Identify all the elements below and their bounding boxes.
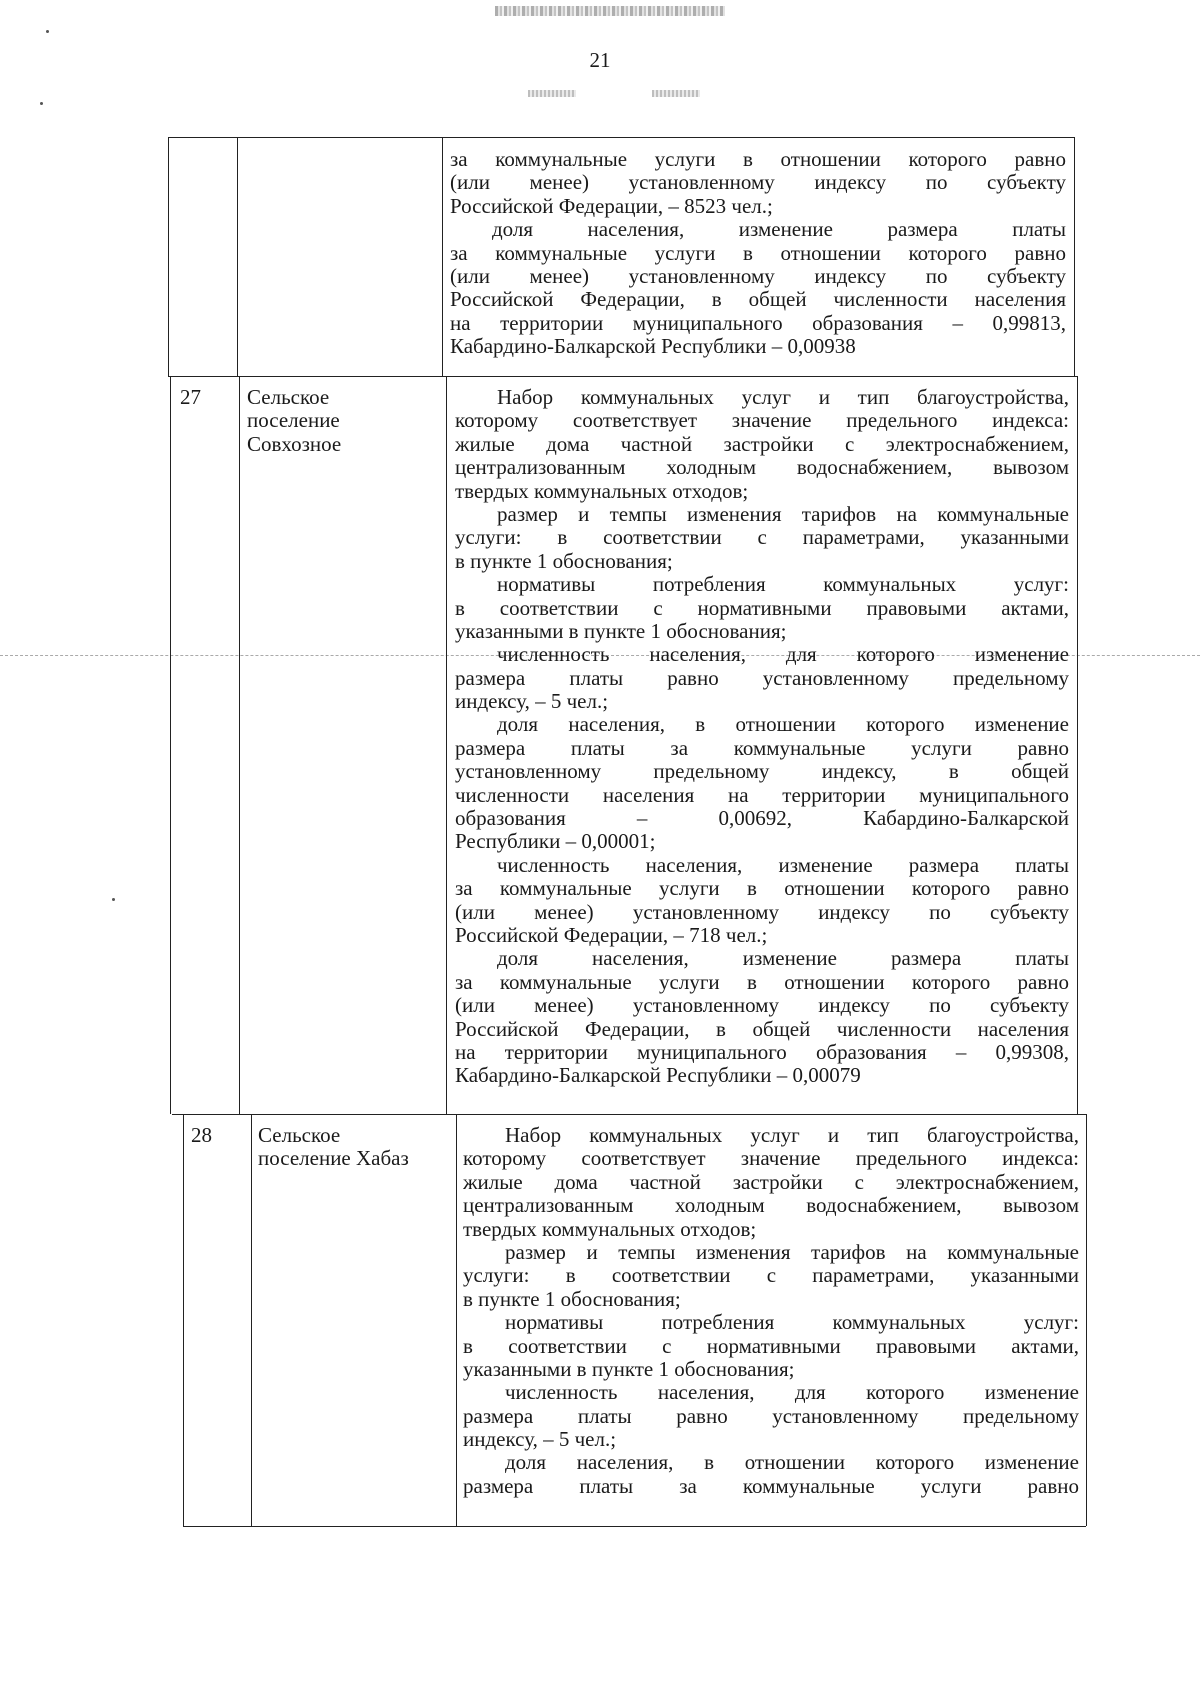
scan-artifact <box>528 90 576 97</box>
text-line: Кабардино-Балкарской Республики – 0,00938 <box>450 335 856 359</box>
row-text <box>455 386 1069 1088</box>
text-line: Российской Федерации, – 718 чел.; <box>455 923 768 947</box>
text-line: за коммунальные услуги в отношении которого равно <box>455 970 1069 994</box>
text-line: (или менее) установленному индексу по субъекту <box>455 900 1069 924</box>
text-line: твердых коммунальных отходов; <box>463 1217 757 1241</box>
text-line: в соответствии с нормативными правовыми актами, <box>455 596 1069 620</box>
text-line: размера платы равно установленному предельному <box>463 1404 1079 1428</box>
text-line: услуги: в соответствии с параметрами, указанными <box>463 1264 1079 1288</box>
text-line: услуги: в соответствии с параметрами, указанными <box>455 526 1069 550</box>
text-line: установленному предельному индексу, в общей <box>455 760 1069 784</box>
text-line: размера платы за коммунальные услуги равно <box>463 1474 1079 1498</box>
text-line: Российской Федерации, – 8523 чел.; <box>450 194 773 218</box>
text-line: твердых коммунальных отходов; <box>455 479 749 503</box>
text-line: Набор коммунальных услуг и тип благоустройства, <box>505 1124 1079 1147</box>
text-line: численность населения, для которого изменение <box>505 1381 1079 1405</box>
row-settlement-name <box>247 386 341 456</box>
text-line: индексу, – 5 чел.; <box>455 690 609 714</box>
text-line: указанными в пункте 1 обоснования; <box>463 1357 795 1381</box>
text-line: жилые дома частной застройки с электроснабжением, <box>463 1170 1079 1194</box>
text-line: численность населения, изменение размера платы <box>497 853 1069 877</box>
text-line: за коммунальные услуги в отношении которого равно <box>455 877 1069 901</box>
text-line: на территории муниципального образования – 0,99813, <box>450 311 1066 335</box>
text-line: (или менее) установленному индексу по субъекту <box>450 171 1066 195</box>
text-line: указанными в пункте 1 обоснования; <box>455 619 787 643</box>
text-line: Набор коммунальных услуг и тип благоустройства, <box>497 386 1069 409</box>
text-line: Российской Федерации, в общей численности населения <box>455 1017 1069 1041</box>
text-line: численность населения, для которого изменение <box>497 643 1069 667</box>
page-number: 21 <box>589 48 611 72</box>
text-line: Республики – 0,00001; <box>455 830 656 854</box>
text-line: доля населения, в отношении которого изменение <box>497 713 1069 737</box>
row-settlement-name <box>258 1124 409 1171</box>
row-number: 27 <box>180 385 201 409</box>
settlement-name-line: поселение Хабаз <box>258 1146 409 1171</box>
text-line: численности населения на территории муниципального <box>455 783 1069 807</box>
text-line: доля населения, изменение размера платы <box>497 947 1069 971</box>
scan-speck <box>40 102 43 105</box>
row-text <box>450 148 1066 359</box>
text-line: (или менее) установленному индексу по субъекту <box>455 994 1069 1018</box>
scan-speck <box>46 30 49 33</box>
text-line: за коммунальные услуги в отношении которого равно <box>450 241 1066 265</box>
settlement-name-line: Сельское <box>247 385 330 409</box>
settlement-name-line: поселение <box>247 408 340 433</box>
text-line: (или менее) установленному индексу по субъекту <box>450 264 1066 288</box>
settlement-name-line: Совхозное <box>247 431 342 456</box>
text-line: индексу, – 5 чел.; <box>463 1428 617 1452</box>
row-number: 28 <box>191 1123 212 1147</box>
text-line: размер и темпы изменения тарифов на коммунальные <box>505 1240 1079 1264</box>
text-line: размера платы за коммунальные услуги равно <box>455 736 1069 760</box>
text-line: нормативы потребления коммунальных услуг: <box>497 573 1069 597</box>
text-line: размер и темпы изменения тарифов на коммунальные <box>497 502 1069 526</box>
text-line: нормативы потребления коммунальных услуг: <box>505 1311 1079 1335</box>
text-line: образования – 0,00692, Кабардино-Балкарской <box>455 807 1069 831</box>
text-line: централизованным холодным водоснабжением, вывозом <box>463 1194 1079 1218</box>
text-line: в пункте 1 обоснования; <box>455 549 673 573</box>
text-line: в соответствии с нормативными правовыми актами, <box>463 1334 1079 1358</box>
scan-fold-line <box>0 655 1200 656</box>
text-line: Российской Федерации, в общей численности населения <box>450 288 1066 312</box>
text-line: доля населения, в отношении которого изменение <box>505 1451 1079 1475</box>
text-line: жилые дома частной застройки с электроснабжением, <box>455 432 1069 456</box>
text-line: Кабардино-Балкарской Республики – 0,00079 <box>455 1064 861 1088</box>
text-line: за коммунальные услуги в отношении которого равно <box>450 148 1066 171</box>
text-line: централизованным холодным водоснабжением, вывозом <box>455 456 1069 480</box>
text-line: размера платы равно установленному предельному <box>455 666 1069 690</box>
text-line: которому соответствует значение предельного индекса: <box>463 1147 1079 1171</box>
scan-speck <box>112 898 115 901</box>
text-line: в пункте 1 обоснования; <box>463 1287 681 1311</box>
settlement-name-line: Сельское <box>258 1123 341 1147</box>
scan-artifact <box>495 6 725 16</box>
scan-artifact <box>652 90 700 97</box>
text-line: на территории муниципального образования – 0,99308, <box>455 1040 1069 1064</box>
text-line: доля населения, изменение размера платы <box>492 218 1066 242</box>
row-text <box>463 1124 1079 1498</box>
text-line: которому соответствует значение предельного индекса: <box>455 409 1069 433</box>
